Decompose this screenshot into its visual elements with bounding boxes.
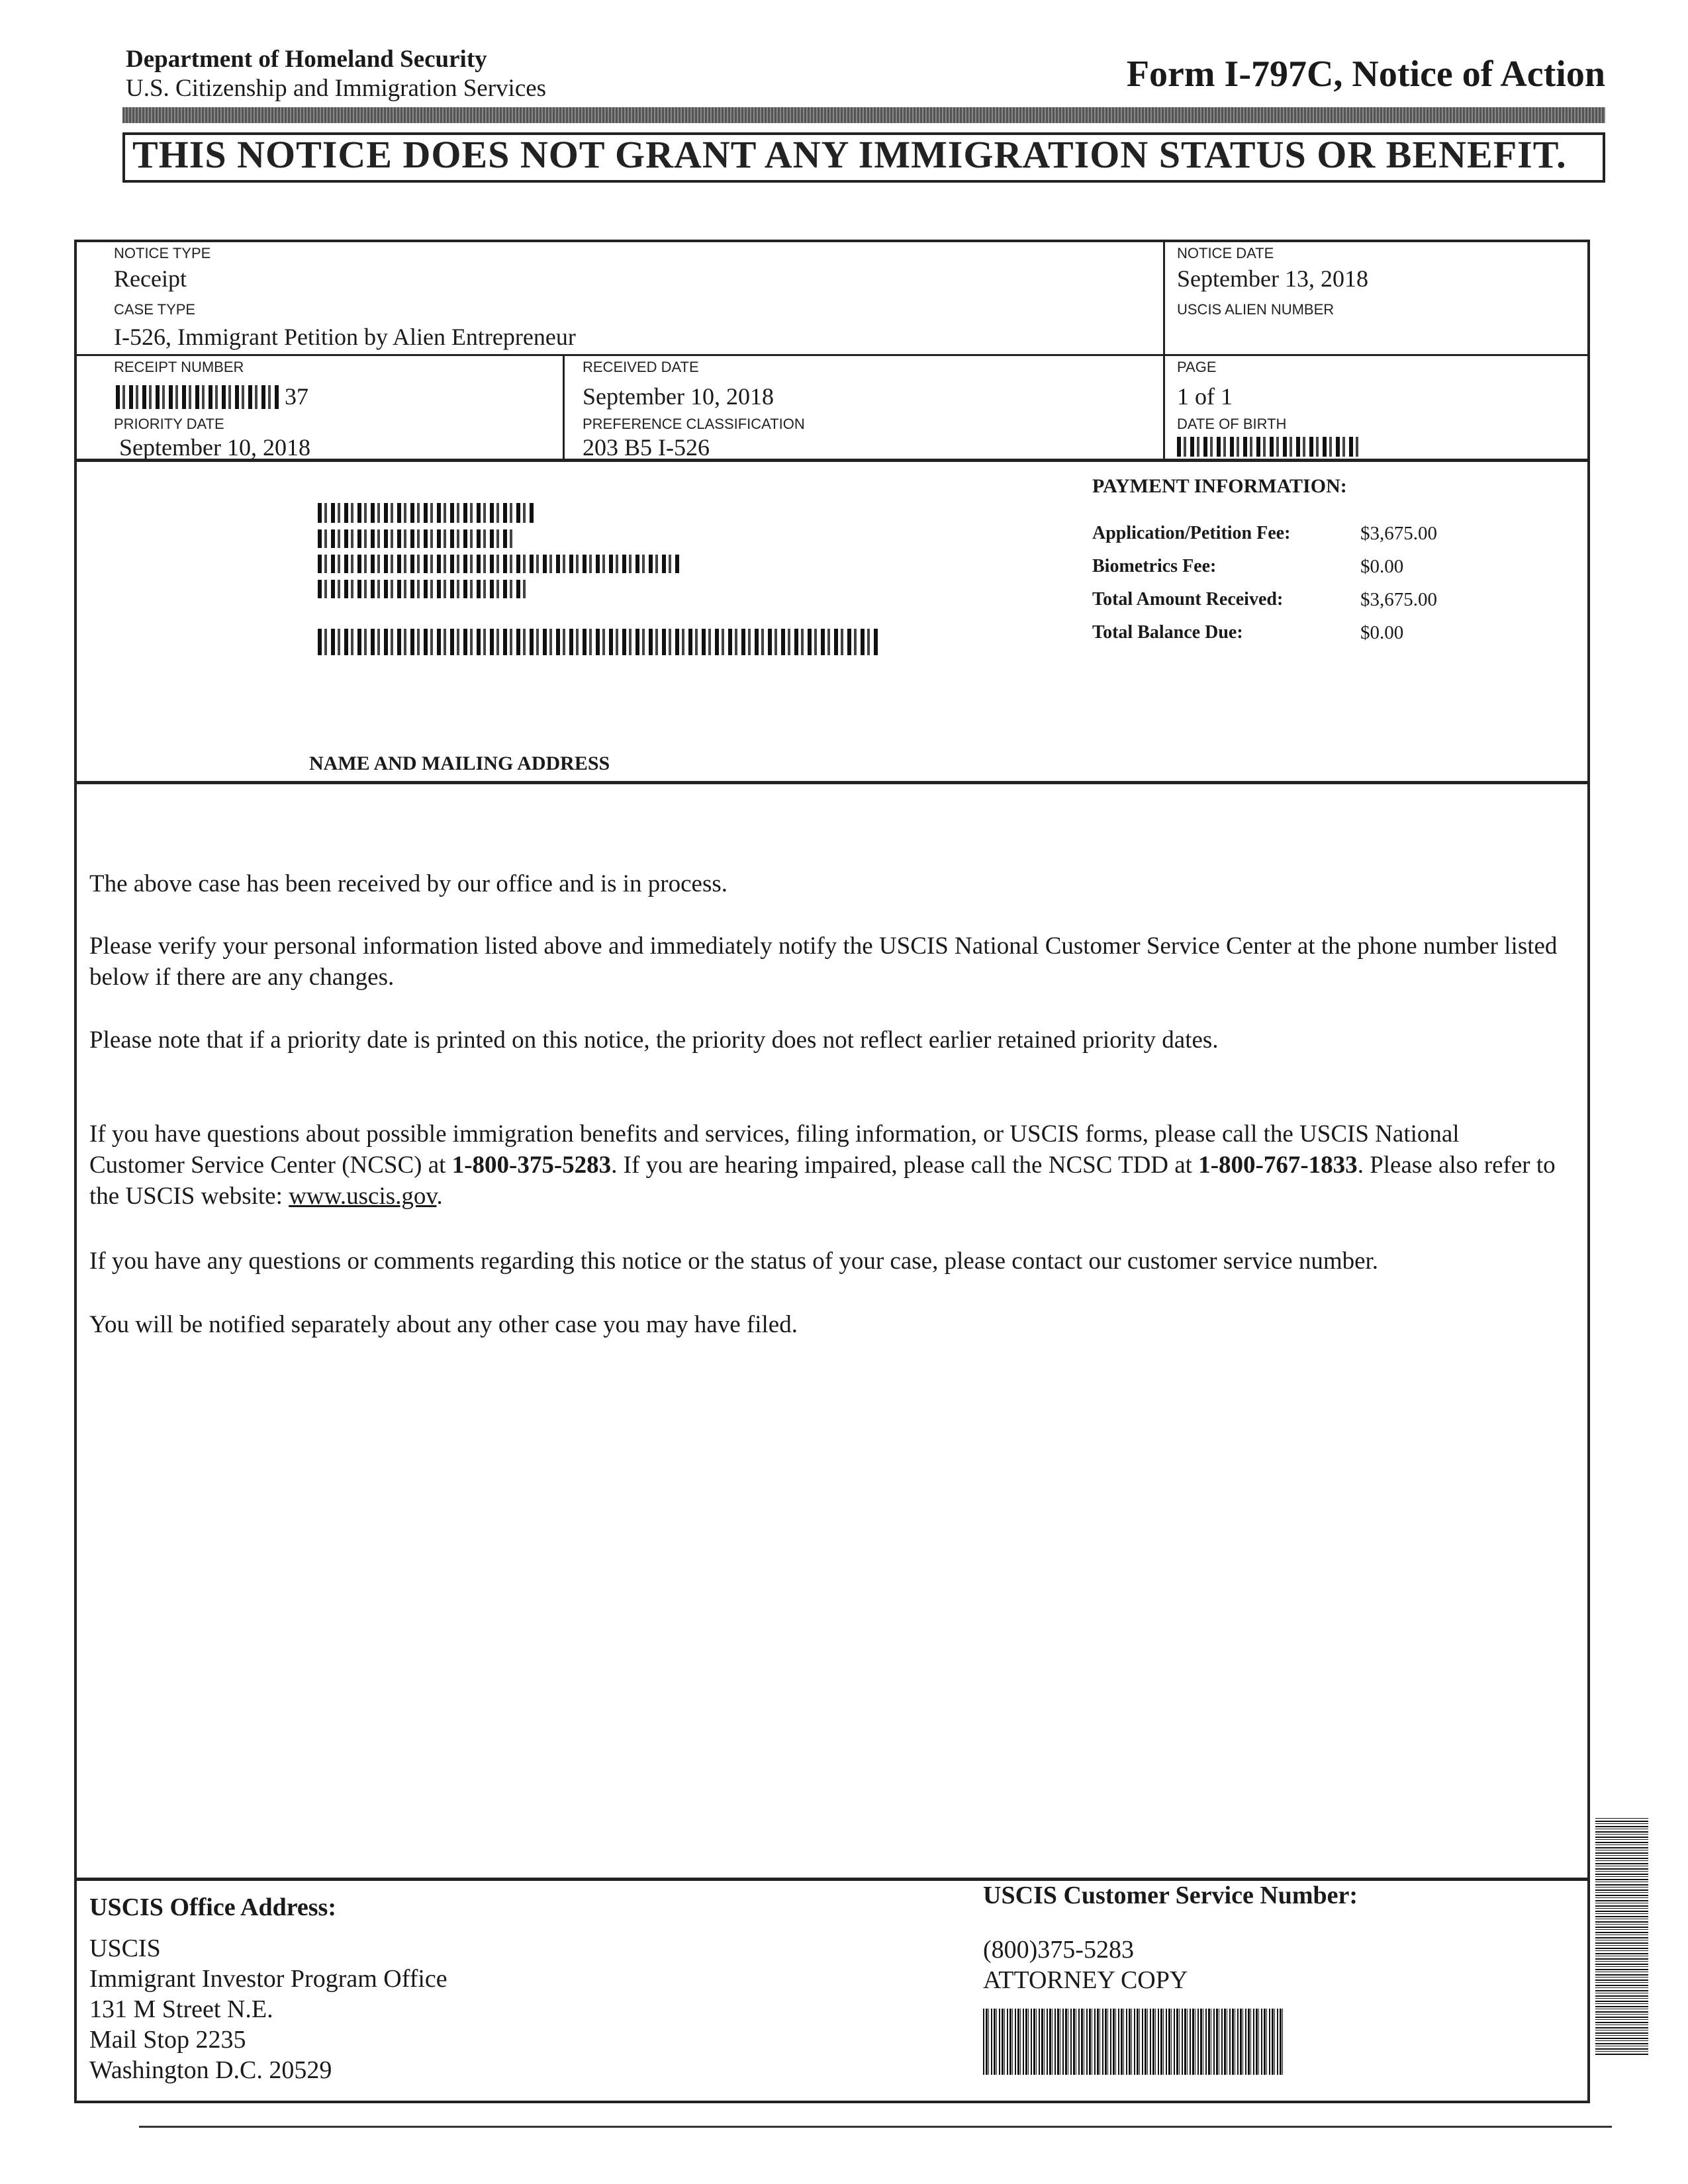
bottom-rule	[139, 2126, 1612, 2128]
body-paragraph: The above case has been received by our office and is in process.	[89, 870, 728, 897]
notice-date-value: September 13, 2018	[1177, 265, 1368, 292]
uscis-website-link[interactable]: www.uscis.gov	[289, 1183, 437, 1210]
case-type-label: CASE TYPE	[114, 301, 196, 318]
notice-date-label: NOTICE DATE	[1177, 245, 1274, 261]
ncsc-phone: 1-800-375-5283	[451, 1152, 612, 1179]
date-of-birth-label: DATE OF BIRTH	[1177, 416, 1287, 432]
grid-divider	[1163, 240, 1165, 461]
office-address-line: Immigrant Investor Program Office	[89, 1965, 447, 1993]
redacted-address-line	[318, 629, 880, 655]
notice-type-label: NOTICE TYPE	[114, 245, 211, 261]
payment-row-value: $0.00	[1360, 622, 1404, 643]
preference-classification-label: PREFERENCE CLASSIFICATION	[583, 416, 805, 432]
payment-heading: PAYMENT INFORMATION:	[1092, 475, 1347, 497]
warning-text: THIS NOTICE DOES NOT GRANT ANY IMMIGRATION STATUS OR BENEFIT.	[132, 133, 1567, 176]
priority-date-label: PRIORITY DATE	[114, 416, 224, 432]
payment-row-value: $3,675.00	[1360, 523, 1437, 544]
receipt-number-label: RECEIPT NUMBER	[114, 359, 244, 375]
barcode	[983, 2009, 1284, 2075]
body-paragraph: Please note that if a priority date is printed on this notice, the priority does not reflect earlier retained priority dates.	[89, 1026, 1219, 1054]
receipt-number-value: 37	[285, 383, 308, 410]
office-address-line: USCIS	[89, 1934, 161, 1962]
form-title: Form I-797C, Notice of Action	[1126, 54, 1605, 95]
payment-row-label: Total Amount Received:	[1092, 589, 1284, 610]
received-date-value: September 10, 2018	[583, 383, 774, 410]
page-value: 1 of 1	[1177, 383, 1233, 410]
payment-row-label: Application/Petition Fee:	[1092, 523, 1291, 543]
address-payment-box	[74, 459, 1590, 784]
payment-row-label: Total Balance Due:	[1092, 622, 1243, 643]
customer-service-phone: (800)375-5283	[983, 1936, 1134, 1964]
address-label: NAME AND MAILING ADDRESS	[309, 752, 610, 774]
grid-divider	[563, 354, 565, 461]
redacted-address-line	[318, 555, 682, 573]
office-address-line: 131 M Street N.E.	[89, 1995, 273, 2023]
customer-service-heading: USCIS Customer Service Number:	[983, 1882, 1358, 1909]
redacted-receipt-prefix	[116, 385, 281, 409]
body-paragraph: You will be notified separately about any other case you may have filed.	[89, 1311, 798, 1338]
body-paragraph: If you have any questions or comments regarding this notice or the status of your case, please contact our customer service number.	[89, 1248, 1379, 1275]
office-address-line: Mail Stop 2235	[89, 2026, 246, 2054]
page-label: PAGE	[1177, 359, 1217, 375]
office-address-line: Washington D.C. 20529	[89, 2056, 332, 2084]
notice-type-value: Receipt	[114, 265, 187, 292]
redacted-date-of-birth	[1177, 437, 1359, 457]
received-date-label: RECEIVED DATE	[583, 359, 699, 375]
grid-divider	[1163, 354, 1590, 356]
priority-date-value: September 10, 2018	[119, 434, 310, 461]
agency-name: Department of Homeland Security	[126, 46, 487, 73]
redacted-address-line	[318, 580, 530, 598]
redacted-address-line	[318, 503, 536, 523]
body-paragraph: Please verify your personal information listed above and immediately notify the USCIS National Customer Service Center at the phone number listed below if there are any changes.	[89, 933, 1558, 991]
grid-divider	[74, 354, 1165, 356]
side-barcode	[1595, 1817, 1648, 2055]
header-band	[122, 107, 1605, 123]
alien-number-label: USCIS ALIEN NUMBER	[1177, 301, 1335, 318]
ncsc-tdd-phone: 1-800-767-1833	[1198, 1152, 1358, 1179]
office-address-heading: USCIS Office Address:	[89, 1893, 336, 1921]
preference-classification-value: 203 B5 I-526	[583, 434, 710, 461]
case-type-value: I-526, Immigrant Petition by Alien Entrepreneur	[114, 324, 576, 350]
body-paragraph-contact: If you have questions about possible immigration benefits and services, filing information, or USCIS forms, please call the USCIS National Customer Service Center (NCSC) at 1-800-375-5283. If you are hearing impaired, please call the NCSC TDD at 1-800-767-1833. Please also refer to the USCIS website: www.uscis.gov.	[89, 1120, 1556, 1210]
payment-row-value: $0.00	[1360, 556, 1404, 577]
sub-agency-name: U.S. Citizenship and Immigration Services	[126, 75, 547, 102]
payment-row-value: $3,675.00	[1360, 589, 1437, 610]
copy-type: ATTORNEY COPY	[983, 1966, 1188, 1994]
redacted-address-line	[318, 529, 516, 548]
payment-row-label: Biometrics Fee:	[1092, 556, 1217, 576]
